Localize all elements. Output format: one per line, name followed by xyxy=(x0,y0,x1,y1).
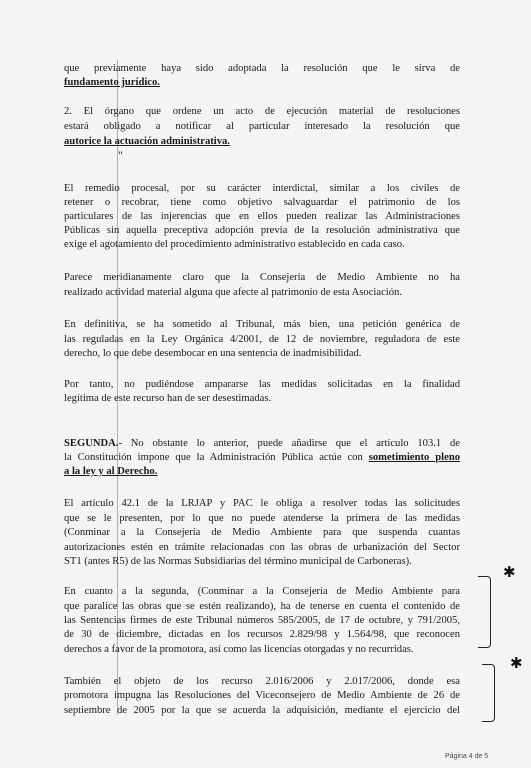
text-line: En cuanto a la segunda, (Conminar a la Consejería de Medio Ambiente para xyxy=(64,586,460,597)
text-line: También el objeto de los recurso 2.016/2006 y 2.017/2006, donde esa xyxy=(64,676,460,687)
text-line: estará obligado a notificar al particular interesado la resolución que xyxy=(64,121,460,132)
text-line: (Conminar a la Consejería de Medio Ambiente para que suspenda cuantas xyxy=(64,527,460,538)
text-line: derecho, lo que debe desembocar en una sentencia de inadmisibilidad. xyxy=(64,348,362,359)
text-line: fundamento jurídico. xyxy=(64,77,160,88)
text-line: autorizaciones estén en trámite relacionadas con las obras de urbanización del Sector xyxy=(64,542,460,553)
text-line: septiembre de 2005 por la que se acuerda la adquisición, mediante el ejercicio del xyxy=(64,705,460,716)
text-line: retener o recobrar, tiene como objetivo salvaguardar el patrimonio de los xyxy=(64,197,460,208)
text-line: particulares de las injerencias que en ellos pueden realizar las Administraciones xyxy=(64,211,460,222)
text-line: promotora impugna las Resoluciones del Viceconsejero de Medio Ambiente de 26 de xyxy=(64,690,460,701)
text-line: que paralice las obras que se estén realizando), ha de tenerse en cuenta el contenido de xyxy=(64,601,460,612)
text-line: En definitiva, se ha sometido al Tribunal, más bien, una petición genérica de xyxy=(64,319,460,330)
text-line: Públicas sin aquella preceptiva adopción previa de la resolución administrativa que xyxy=(64,225,460,236)
text-line: El artículo 42.1 de la LRJAP y PAC le obliga a resolver todas las solicitudes xyxy=(64,498,460,509)
asterisk-annotation: ✱ xyxy=(510,654,523,672)
text-line: El remedio procesal, por su carácter interdictal, similar a los civiles de xyxy=(64,183,460,194)
text-line: 2. El órgano que ordene un acto de ejecución material de resoluciones xyxy=(64,106,460,117)
text-line: de 30 de diciembre, dictadas en los recursos 2.829/98 y 1.564/98, que reconocen xyxy=(64,629,460,640)
text-line: realizado actividad material alguna que afecte al patrimonio de esta Asociación. xyxy=(64,287,402,298)
text-line: que se le presenten, por lo que no puede atenderse la primera de las medidas xyxy=(64,513,460,524)
handwritten-bracket xyxy=(482,664,495,722)
section-heading: SEGUNDA. xyxy=(64,438,119,449)
page-number: Página 4 de 5 xyxy=(445,753,489,760)
text-line: legítima de este recurso han de ser desestimadas. xyxy=(64,393,272,404)
text-line: derechos a favor de la promotora, así como las licencias otorgadas y no recurridas. xyxy=(64,644,414,655)
text-line: autorice la actuación administrativa. xyxy=(64,136,230,147)
text-line: SEGUNDA.- No obstante lo anterior, puede añadirse que el artículo 103.1 de xyxy=(64,438,460,449)
text-line: las Sentencias firmes de este Tribunal números 585/2005, de 17 de octubre, y 791/2005, xyxy=(64,615,460,626)
text-line: que previamente haya sido adoptada la resolución que le sirva de xyxy=(64,63,460,74)
text-line: la Constitución impone que la Administración Pública actúe con sometimiento pleno xyxy=(64,452,461,463)
asterisk-annotation: ✱ xyxy=(503,563,516,581)
text-line: Por tanto, no pudiéndose ampararse las medidas solicitadas en la finalidad xyxy=(64,379,460,390)
closing-quote: " xyxy=(118,148,123,162)
text-line: exige el agotamiento del procedimiento administrativo establecido en cada caso. xyxy=(64,239,405,250)
text-line: a la ley y al Derecho. xyxy=(64,466,158,477)
text-line: las reguladas en la Ley Orgánica 4/2001, de 12 de noviembre, reguladora de este xyxy=(64,334,460,345)
text-line: ST1 (antes R5) de las Normas Subsidiarias del término municipal de Carboneras). xyxy=(64,556,412,567)
text-line: Parece meridianamente claro que la Consejería de Medio Ambiente no ha xyxy=(64,272,460,283)
handwritten-bracket xyxy=(478,576,491,648)
